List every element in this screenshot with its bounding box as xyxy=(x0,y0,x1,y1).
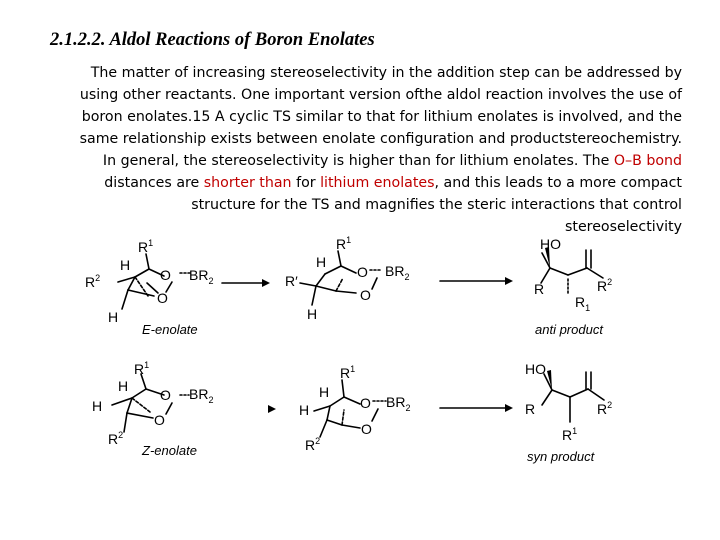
r1-label: $R^1$ xyxy=(340,364,356,381)
paragraph-line: boron enolates.15 A cyclic TS similar to that for lithium enolates is involved, and the xyxy=(81,109,682,125)
r-label: R xyxy=(525,401,536,417)
r1-label: $R^1$ xyxy=(134,360,150,377)
h-label: H xyxy=(92,398,103,414)
br2-label: $BR_2$ xyxy=(189,386,214,405)
anti-product-label: anti product xyxy=(535,322,603,337)
br2-label: $BR_2$ xyxy=(386,394,411,413)
paragraph-text: , and this leads to a more compact xyxy=(434,175,682,191)
paragraph-text: In general, the stereoselectivity is higher than for lithium enolates. The xyxy=(102,153,614,169)
h-label: H xyxy=(108,309,119,325)
r2-label: $R^2$ xyxy=(108,430,124,447)
r2-label: $R^2$ xyxy=(597,400,613,417)
highlight-ob-bond: O–B bond xyxy=(613,153,682,169)
br2-label: $BR_2$ xyxy=(385,263,410,282)
r2-label: $R^2$ xyxy=(305,436,321,453)
h-label: H xyxy=(307,306,318,322)
paragraph-line: structure for the TS and magnifies the steric interactions that control xyxy=(191,197,682,213)
z-enolate-label: Z-enolate xyxy=(142,443,197,458)
paragraph-text: for xyxy=(291,175,321,191)
paragraph-text: distances are xyxy=(104,175,204,191)
paragraph-line: The matter of increasing stereoselectivity in the addition step can be addressed by xyxy=(90,65,682,81)
r1-label: $R_1$ xyxy=(575,294,591,313)
oxygen-label: O xyxy=(360,395,371,411)
syn-product-label: syn product xyxy=(527,449,595,464)
h-label: H xyxy=(316,254,327,270)
oxygen-label: O xyxy=(160,267,171,283)
r-prime-label: R′ xyxy=(285,273,298,289)
oxygen-label: O xyxy=(357,264,368,280)
h-label: H xyxy=(118,378,129,394)
r1-label: $R^1$ xyxy=(562,426,578,443)
oxygen-label: O xyxy=(154,412,165,428)
br2-label: $BR_2$ xyxy=(189,267,214,286)
ho-label: HO xyxy=(540,236,561,252)
r1-label: $R^1$ xyxy=(138,238,154,255)
r2-label: $R^2$ xyxy=(597,277,613,294)
paragraph-line: same relationship exists between enolate configuration and productstereochemistry. xyxy=(79,131,682,147)
e-enolate-label: E-enolate xyxy=(142,322,198,337)
ho-label: HO xyxy=(525,361,546,377)
r-label: R xyxy=(534,281,545,297)
highlight-shorter-than: shorter than xyxy=(203,175,292,191)
oxygen-label: O xyxy=(360,287,371,303)
oxygen-label: O xyxy=(361,421,372,437)
h-label: H xyxy=(120,257,131,273)
paragraph-line: using other reactants. One important version ofthe aldol reaction involves the use of xyxy=(79,87,682,103)
r2-label: $R^2$ xyxy=(85,273,101,290)
h-label: H xyxy=(299,402,310,418)
r1-label: $R^1$ xyxy=(336,235,352,252)
oxygen-label: O xyxy=(157,290,168,306)
section-title: 2.1.2.2. Aldol Reactions of Boron Enolates xyxy=(50,30,375,50)
oxygen-label: O xyxy=(160,387,171,403)
paragraph-line: stereoselectivity xyxy=(564,219,682,235)
h-label: H xyxy=(319,384,330,400)
highlight-lithium-enolates: lithium enolates xyxy=(320,175,435,191)
